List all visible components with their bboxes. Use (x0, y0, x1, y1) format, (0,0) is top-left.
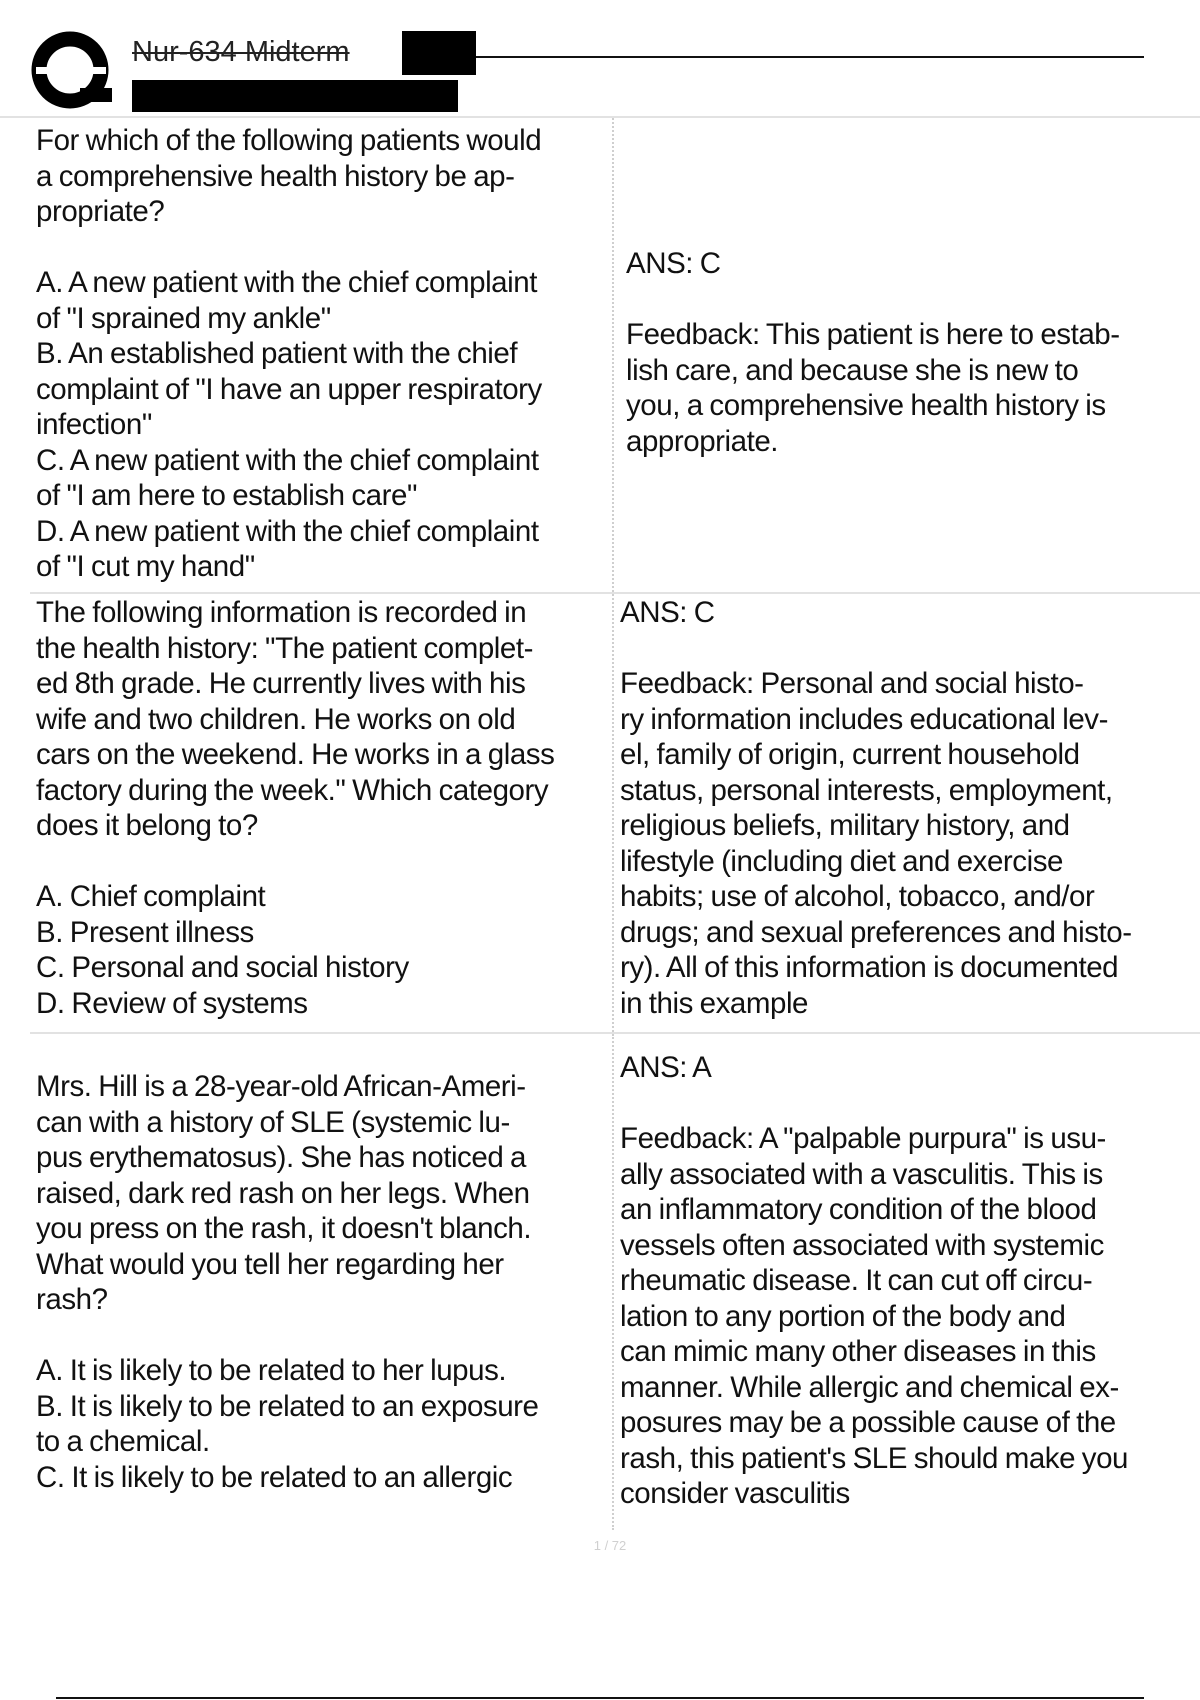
feedback-text: Feedback: This patient is here to estab- lish care, and because she is new to you, a comprehensive health history is appropriate. (626, 318, 1120, 458)
page-number: 1 / 72 (593, 1538, 627, 1553)
answer-cell (626, 118, 1200, 592)
feedback-text: Feedback: A "palpable purpura" is usu- ally associated with a vasculitis. This is an inflammatory condition of the blood vessels often associated with systemic rheumatic disease. It can cut off circu- lation to any portion of the body and can mimic many other diseases in this manner. While allergic and chemical ex- posures may be a possible cause of the rash, this patient's SLE should make you consider vasculitis (620, 1122, 1129, 1510)
footer-rule (56, 1697, 1144, 1699)
question-text: For which of the following patients would a comprehensive health history be ap- propriate? (36, 124, 542, 228)
redaction-block (132, 80, 458, 112)
answer-option: A. Chief complaint (36, 880, 266, 913)
answer-option: A. It is likely to be related to her lupus. (36, 1354, 507, 1387)
question-text: The following information is recorded in the health history: "The patient complet- ed 8th grade. He currently lives with his wife and two children. He works on old cars on the weekend. He works in a glass factory during the week." Which category does it belong to? (36, 596, 555, 842)
answer-option: B. Present illness (36, 915, 254, 949)
brand-q-logo-icon (30, 30, 114, 114)
redaction-block (402, 31, 476, 75)
question-text: Mrs. Hill is a 28-year-old African-Ameri- can with a history of SLE (systemic lu- pus erythematosus). She has noticed a raised, dark red rash on her legs. When you press on the rash, it doesn't blanch. What would you tell her regarding her rash? (36, 1070, 532, 1316)
answer-key: ANS: A (620, 1051, 712, 1084)
question-cell (36, 594, 614, 1032)
answer-option: D. Review of systems (36, 986, 308, 1020)
answer-option: C. Personal and social history (36, 951, 409, 984)
qa-row (30, 118, 1200, 594)
document-title: Nur-634 Midterm (132, 36, 350, 68)
answer-option: C. A new patient with the chief complaint of "I am here to establish care" (36, 443, 539, 512)
answer-option: A. A new patient with the chief complaint of "I sprained my ankle" (36, 266, 537, 335)
feedback-text: Feedback: Personal and social histo- ry information includes educational lev- el, family of origin, current household status, personal interests, employment, religious beliefs, military history, and lifestyle (including diet and exercise habits; use of alcohol, tobacco, and/or drugs; and sexual preferences and histo- ry). All of this information is documented in this example (620, 667, 1132, 1020)
document-header (0, 0, 1200, 118)
qa-row (30, 594, 1200, 1034)
answer-key: ANS: C (626, 247, 721, 280)
answer-cell (620, 1034, 1198, 1530)
answer-key: ANS: C (620, 596, 715, 629)
answer-option: B. It is likely to be related to an exposure to a chemical. (36, 1389, 539, 1458)
qa-row (30, 1034, 1200, 1530)
title-rule (476, 56, 1144, 58)
question-cell (36, 1034, 614, 1530)
question-cell (36, 118, 614, 592)
answer-cell (620, 594, 1198, 1032)
answer-option: D. A new patient with the chief complaint of "I cut my hand" (36, 514, 539, 583)
answer-option: C. It is likely to be related to an allergic (36, 1460, 513, 1494)
answer-option: B. An established patient with the chief complaint of "I have an upper respiratory infection" (36, 337, 542, 441)
